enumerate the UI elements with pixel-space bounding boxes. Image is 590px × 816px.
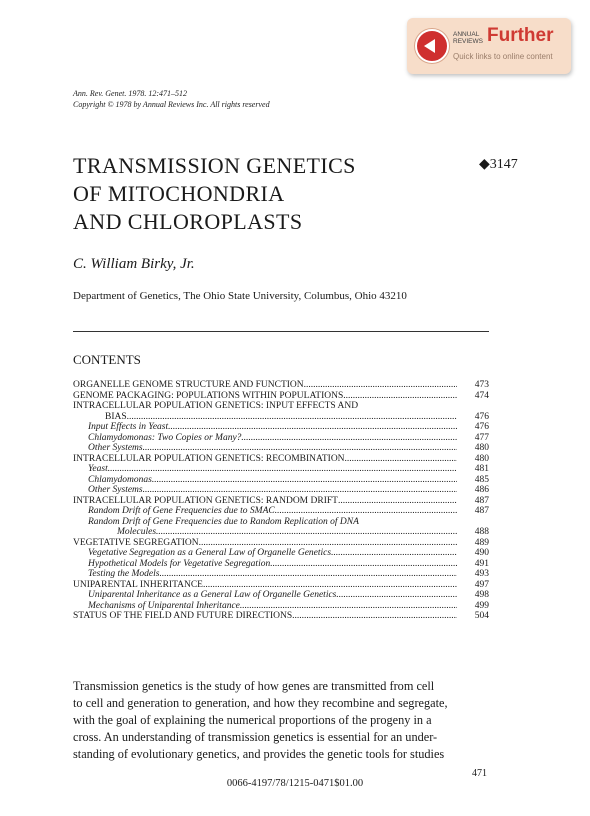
toc-subentry[interactable]: Other Systems ..... 486 xyxy=(73,485,489,496)
toc-subentry[interactable]: Uniparental Inheritance as a General Law of Organelle Genetics ..... 498 xyxy=(73,590,489,601)
toc-subentry[interactable]: Random Drift of Gene Frequencies due to Random Replication of DNA xyxy=(88,516,359,527)
toc-subentry[interactable]: Molecules ..... 488 xyxy=(73,527,489,538)
body-line: cross. An understanding of transmission genetics is essential for an under- xyxy=(73,730,438,744)
toc-subentry[interactable]: Vegetative Segregation as a General Law of Organelle Genetics ..... 490 xyxy=(73,548,489,559)
toc-entry[interactable]: BIAS ..... 476 xyxy=(73,412,489,423)
toc-entry[interactable]: UNIPARENTAL INHERITANCE ..... 497 xyxy=(73,580,489,591)
toc-subentry[interactable]: Mechanisms of Uniparental Inheritance ..... 499 xyxy=(73,601,489,612)
toc-subentry[interactable]: Random Drift of Gene Frequencies due to SMAC ..... 487 xyxy=(73,506,489,517)
further-arrow-icon xyxy=(415,29,449,63)
body-line: standing of evolutionary genetics, and provides the genetic tools for studies xyxy=(73,747,445,761)
article-code: 0066-4197/78/1215-0471$01.00 xyxy=(226,778,364,789)
citation-journal: Ann. Rev. Genet. 1978. 12:471–512 xyxy=(73,89,188,98)
toc-subentry[interactable]: Yeast ..... 481 xyxy=(73,464,489,475)
toc-subentry[interactable]: Chlamydomonas: Two Copies or Many? ..... 477 xyxy=(73,433,489,444)
table-of-contents xyxy=(73,380,489,622)
toc-subentry[interactable]: Other Systems ..... 480 xyxy=(73,443,489,454)
body-paragraph xyxy=(73,678,490,763)
annual-label: ANNUAL xyxy=(453,31,480,38)
toc-subentry[interactable]: Hypothetical Models for Vegetative Segregation ..... 491 xyxy=(73,559,489,570)
article-id: ◆3147 xyxy=(479,157,518,172)
contents-heading: CONTENTS xyxy=(73,352,141,367)
quick-links-label: Quick links to online content xyxy=(453,52,553,61)
toc-entry[interactable]: INTRACELLULAR POPULATION GENETICS: RANDOM DRIFT ..... 487 xyxy=(73,496,489,507)
divider xyxy=(73,331,489,332)
body-line: with the goal of explaining the numerical proportions of the progeny in a xyxy=(73,713,432,727)
toc-entry[interactable]: VEGETATIVE SEGREGATION ..... 489 xyxy=(73,538,489,549)
toc-entry[interactable]: INTRACELLULAR POPULATION GENETICS: RECOMBINATION ..... 480 xyxy=(73,454,489,465)
body-line: to cell and generation to generation, and how they recombine and segregate, xyxy=(73,696,448,710)
annual-reviews-logo-text xyxy=(453,31,487,45)
toc-entry[interactable]: ORGANELLE GENOME STRUCTURE AND FUNCTION ..... 473 xyxy=(73,380,489,391)
annual-reviews-further-badge[interactable] xyxy=(407,18,571,74)
citation xyxy=(73,88,270,110)
toc-subentry[interactable]: Chlamydomonas ..... 485 xyxy=(73,475,489,486)
page-number: 471 xyxy=(472,768,487,779)
reviews-label: REVIEWS xyxy=(453,38,483,45)
body-line: Transmission genetics is the study of how genes are transmitted from cell xyxy=(73,679,435,693)
author-affiliation: Department of Genetics, The Ohio State University, Columbus, Ohio 43210 xyxy=(73,290,407,302)
title-line: AND CHLOROPLASTS xyxy=(73,209,303,234)
citation-copyright: Copyright © 1978 by Annual Reviews Inc. All rights reserved xyxy=(73,100,270,109)
toc-subentry[interactable]: Testing the Models ..... 493 xyxy=(73,569,489,580)
title-line: TRANSMISSION GENETICS xyxy=(73,153,356,178)
toc-entry[interactable]: INTRACELLULAR POPULATION GENETICS: INPUT EFFECTS AND xyxy=(73,401,359,411)
toc-entry[interactable]: GENOME PACKAGING: POPULATIONS WITHIN POPULATIONS ..... 474 xyxy=(73,391,489,402)
further-label: Further xyxy=(487,25,554,46)
article-title xyxy=(73,152,356,236)
toc-subentry[interactable]: Input Effects in Yeast ..... 476 xyxy=(73,422,489,433)
title-line: OF MITOCHONDRIA xyxy=(73,181,285,206)
toc-entry[interactable]: STATUS OF THE FIELD AND FUTURE DIRECTIONS ..... 504 xyxy=(73,611,489,622)
author-name: C. William Birky, Jr. xyxy=(73,256,195,272)
